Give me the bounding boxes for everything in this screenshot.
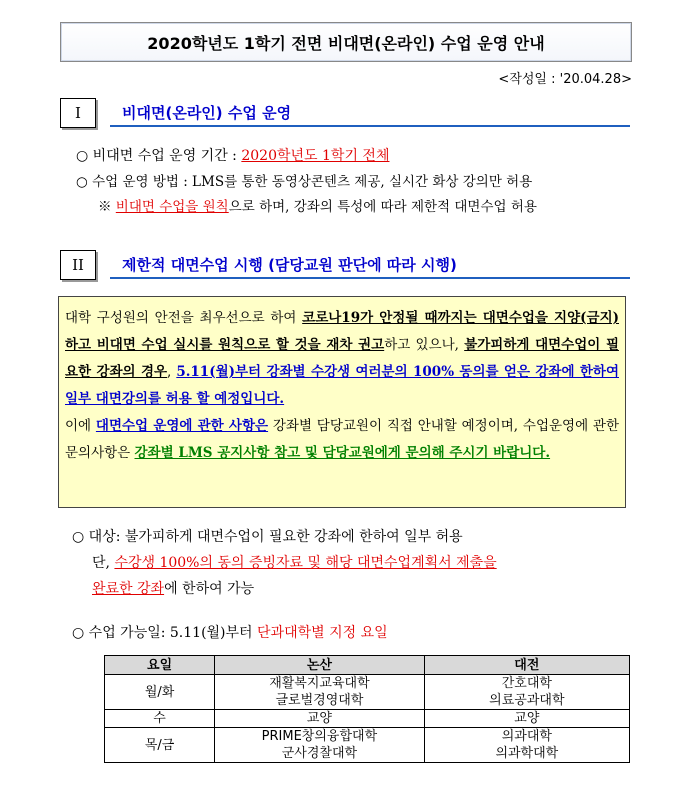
header-day: 요일 — [105, 656, 215, 675]
day-cell: 수 — [105, 710, 215, 728]
target-condition-line-1 — [92, 552, 497, 572]
section1-underline — [110, 125, 630, 127]
notice-text: 하고 있으나, — [384, 337, 465, 353]
target-condition-rest: 에 한하여 가능 — [164, 581, 255, 597]
header-daejeon: 대전 — [424, 656, 629, 675]
nonsan-cell — [215, 675, 425, 710]
college-name: 글로벌경영대학 — [275, 693, 364, 708]
target-condition-line-2 — [92, 578, 254, 598]
college-name: 교양 — [306, 711, 332, 726]
method-line: ○ 수업 운영 방법 : LMS를 통한 동영상콘텐츠 제공, 실시간 화상 강의만 허용 — [76, 174, 533, 190]
days-line — [72, 622, 388, 642]
college-name: 간호대학 — [501, 676, 552, 691]
note-line — [98, 195, 537, 215]
schedule-table — [104, 655, 630, 763]
notice-paragraph-1 — [65, 305, 619, 413]
daejeon-cell — [424, 728, 629, 763]
notice-emphasis-topic: 대면수업 운영에 관한 사항은 — [95, 418, 269, 434]
table-row — [105, 728, 630, 763]
note-rest: 으로 하며, 강좌의 특성에 따라 제한적 대면수업 허용 — [228, 199, 537, 215]
notice-emphasis-contact: 강좌별 LMS 공지사항 참고 및 담당교원에게 문의해 주시기 바랍니다. — [134, 445, 551, 461]
college-name: 재활복지교육대학 — [269, 676, 370, 691]
table-row — [105, 710, 630, 728]
days-label: ○ 수업 가능일: 5.11(월)부터 — [72, 625, 258, 641]
nonsan-cell — [215, 728, 425, 763]
notice-text: 이에 — [65, 418, 96, 434]
section2-number: II — [60, 250, 96, 280]
note-highlight: 비대면 수업을 원칙 — [115, 199, 229, 215]
day-cell: 월/화 — [105, 675, 215, 710]
section2-underline — [110, 277, 630, 279]
target-condition-red-2: 완료한 강좌 — [92, 581, 165, 597]
target-condition-prefix: 단, — [92, 555, 115, 571]
table-header-row — [105, 656, 630, 675]
section2-title: 제한적 대면수업 시행 (담당교원 판단에 따라 시행) — [122, 256, 457, 274]
notice-emphasis-recommend: 코로나19가 안정될 때까지는 대면수업을 지양(금지)하고 비대면 수업 실시를 원칙으로 할 것을 재차 권고 — [65, 310, 619, 353]
notice-emphasis-exception: 불가피하게 대면수업이 필요한 강좌의 경우 — [65, 337, 619, 380]
table-row — [105, 675, 630, 710]
college-name: 의과학대학 — [495, 746, 559, 761]
notice-box — [58, 296, 626, 508]
notice-text: 강좌별 담당교원이 직접 안내할 예정이며, 수업운영에 관한 문의사항은 — [65, 418, 620, 461]
target-line: ○ 대상: 불가피하게 대면수업이 필요한 강좌에 한하여 일부 허용 — [72, 529, 463, 545]
header-nonsan: 논산 — [215, 656, 425, 675]
notice-paragraph-2 — [65, 413, 619, 467]
college-name: 교양 — [514, 711, 540, 726]
notice-text: 대학 구성원의 안전을 최우선으로 하여 — [65, 310, 303, 326]
period-label: ○ 비대면 수업 운영 기간 : — [76, 148, 242, 164]
day-cell: 목/금 — [105, 728, 215, 763]
college-name: PRIME창의융합대학 — [261, 729, 378, 744]
period-value: 2020학년도 1학기 전체 — [241, 148, 390, 164]
target-condition-red-1: 수강생 100%의 동의 증빙자료 및 해당 대면수업계획서 제출을 — [114, 555, 497, 571]
daejeon-cell — [424, 675, 629, 710]
college-name: 의과대학 — [501, 729, 552, 744]
college-name: 의료공과대학 — [489, 693, 565, 708]
section1-number: I — [60, 98, 96, 128]
days-value: 단과대학별 지정 요일 — [257, 625, 388, 641]
author-date: <작성일 : '20.04.28> — [498, 72, 632, 87]
note-prefix: ※ — [98, 199, 116, 215]
period-line — [76, 145, 389, 165]
page-title: 2020학년도 1학기 전면 비대면(온라인) 수업 운영 안내 — [147, 33, 545, 53]
daejeon-cell — [424, 710, 629, 728]
college-name: 군사경찰대학 — [281, 746, 358, 761]
nonsan-cell — [215, 710, 425, 728]
section1-title: 비대면(온라인) 수업 운영 — [122, 104, 292, 122]
notice-emphasis-date: 5.11(월)부터 강좌별 수강생 여러분의 100% 동의를 얻은 강좌에 한하여 일부 대면강의를 허용 할 예정입니다. — [65, 364, 619, 407]
notice-text: , — [167, 364, 177, 380]
title-banner — [60, 22, 632, 62]
